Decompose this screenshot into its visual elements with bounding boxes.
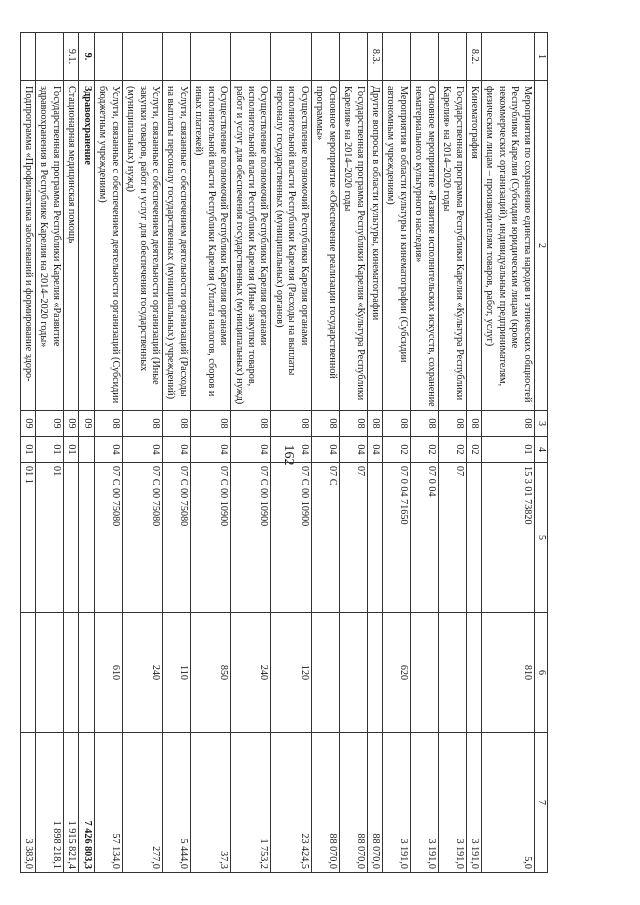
target-article-code xyxy=(63,463,78,613)
row-name: Осуществление полномочий Республики Карелия органами исполнительной власти Республики Карелия (Уплата налогов, сборов и иных платежей) xyxy=(190,81,230,411)
subsection-code: 04 xyxy=(231,437,271,463)
column-header: 4 xyxy=(534,437,547,463)
section-code: 08 xyxy=(438,411,466,437)
target-article-code xyxy=(367,463,382,613)
table-row xyxy=(410,33,438,873)
section-code: 08 xyxy=(271,411,311,437)
amount: 88 070,0 xyxy=(311,733,339,873)
table-row xyxy=(163,33,191,873)
row-name: Осуществление полномочий Республики Карелия органами исполнительной власти Республики Карелия (Расходы на выплаты персоналу государственных (муниципальных) органов) xyxy=(271,81,311,411)
row-number xyxy=(122,33,162,81)
amount: 7 426 803,3 xyxy=(79,733,94,873)
rotated-table-area xyxy=(8,32,548,872)
table-body xyxy=(20,33,534,873)
target-article-code: 07 0 04 71650 xyxy=(383,463,411,613)
column-header: 2 xyxy=(534,81,547,411)
column-header: 6 xyxy=(534,613,547,733)
expense-type-code: 240 xyxy=(231,613,271,733)
row-number xyxy=(410,33,438,81)
row-name: Стационарная медицинская помощь xyxy=(63,81,78,411)
target-article-code: 01 xyxy=(36,463,64,613)
table-row xyxy=(271,33,311,873)
amount: 5 444,0 xyxy=(163,733,191,873)
expense-type-code: 850 xyxy=(190,613,230,733)
subsection-code: 02 xyxy=(410,437,438,463)
subsection-code: 02 xyxy=(383,437,411,463)
subsection-code: 04 xyxy=(163,437,191,463)
section-code: 08 xyxy=(482,411,535,437)
subsection-code: 01 xyxy=(36,437,64,463)
amount: 3 191,0 xyxy=(410,733,438,873)
table-row xyxy=(482,33,535,873)
expense-type-code: 120 xyxy=(271,613,311,733)
row-name: Государственная программа Республики Карелия «Развитие здравоохранения в Республике Карелия на 2014–2020 годы» xyxy=(36,81,64,411)
row-name: Основное мероприятие «Обеспечение реализации государственной программы» xyxy=(311,81,339,411)
row-number xyxy=(163,33,191,81)
subsection-code xyxy=(79,437,94,463)
expense-type-code xyxy=(339,613,367,733)
table-row xyxy=(63,33,78,873)
expense-type-code xyxy=(79,613,94,733)
page-number: 162 xyxy=(281,444,296,466)
column-header: 5 xyxy=(534,463,547,613)
row-name: Осуществление полномочий Республики Карелия органами исполнительной власти Республики Карелия (Иные закупки товаров, работ и услуг для обеспечения государственных (муниципальных) нужд) xyxy=(231,81,271,411)
subsection-code: 01 xyxy=(63,437,78,463)
expense-type-code xyxy=(410,613,438,733)
target-article-code: 07 С 00 10900 xyxy=(231,463,271,613)
expense-type-code xyxy=(438,613,466,733)
row-name: Государственная программа Республики Карелия «Культура Республики Карелия» на 2014–2020 годы xyxy=(438,81,466,411)
target-article-code: 07 С 00 75080 xyxy=(122,463,162,613)
row-name: Услуги, связанные с обеспечением деятельности организаций (Субсидии бюджетным учреждениям) xyxy=(94,81,122,411)
target-article-code: 07 С xyxy=(311,463,339,613)
table-row xyxy=(383,33,411,873)
table-row xyxy=(438,33,466,873)
section-code: 09 xyxy=(36,411,64,437)
table-row xyxy=(20,33,35,873)
target-article-code: 15 3 01 73820 xyxy=(482,463,535,613)
column-header: 1 xyxy=(534,33,547,81)
amount: 1 898 218,1 xyxy=(36,733,64,873)
row-number: 8.3. xyxy=(367,33,382,81)
amount: 23 424,5 xyxy=(271,733,311,873)
row-number xyxy=(339,33,367,81)
amount: 3 191,0 xyxy=(438,733,466,873)
row-name: Услуги, связанные с обеспечением деятельности организаций (Расходы на выплаты персоналу государственных (муниципальных) учреждений) xyxy=(163,81,191,411)
row-name: Государственная программа Республики Карелия «Культура Республики Карелия» на 2014–2020 годы xyxy=(339,81,367,411)
subsection-code: 02 xyxy=(466,437,481,463)
amount: 5,0 xyxy=(482,733,535,873)
table-row xyxy=(339,33,367,873)
amount: 3 383,0 xyxy=(20,733,35,873)
section-code: 08 xyxy=(383,411,411,437)
row-number xyxy=(383,33,411,81)
amount: 88 070,0 xyxy=(339,733,367,873)
row-number xyxy=(438,33,466,81)
expense-type-code xyxy=(311,613,339,733)
row-number: 9. xyxy=(79,33,94,81)
row-name: Кинематография xyxy=(466,81,481,411)
subsection-code: 01 xyxy=(482,437,535,463)
section-code: 08 xyxy=(311,411,339,437)
subsection-code: 01 xyxy=(20,437,35,463)
target-article-code: 01 1 xyxy=(20,463,35,613)
row-number xyxy=(94,33,122,81)
section-code: 08 xyxy=(190,411,230,437)
amount: 277,0 xyxy=(122,733,162,873)
section-code: 08 xyxy=(367,411,382,437)
column-header: 7 xyxy=(534,733,547,873)
subsection-code: 04 xyxy=(311,437,339,463)
target-article-code: 07 0 04 xyxy=(410,463,438,613)
subsection-code: 02 xyxy=(438,437,466,463)
expense-type-code: 620 xyxy=(383,613,411,733)
section-code: 08 xyxy=(410,411,438,437)
amount: 88 070,0 xyxy=(367,733,382,873)
subsection-code: 04 xyxy=(339,437,367,463)
row-name: Основное мероприятие «Развитие исполнительских искусств, сохранение нематериального культурного наследия» xyxy=(410,81,438,411)
target-article-code: 07 С 00 10900 xyxy=(271,463,311,613)
row-name: Здравоохранение xyxy=(79,81,94,411)
table-row xyxy=(79,33,94,873)
section-code: 08 xyxy=(94,411,122,437)
row-number xyxy=(271,33,311,81)
amount: 3 191,0 xyxy=(466,733,481,873)
expense-type-code: 810 xyxy=(482,613,535,733)
table-row xyxy=(311,33,339,873)
section-code: 09 xyxy=(79,411,94,437)
row-number xyxy=(231,33,271,81)
expense-type-code: 240 xyxy=(122,613,162,733)
amount: 37,3 xyxy=(190,733,230,873)
expense-type-code: 110 xyxy=(163,613,191,733)
row-number: 9.1. xyxy=(63,33,78,81)
target-article-code: 07 xyxy=(339,463,367,613)
row-number xyxy=(20,33,35,81)
expense-type-code xyxy=(367,613,382,733)
table-row xyxy=(94,33,122,873)
table-row xyxy=(36,33,64,873)
row-number xyxy=(311,33,339,81)
target-article-code: 07 С 00 10900 xyxy=(190,463,230,613)
row-number xyxy=(36,33,64,81)
section-code: 08 xyxy=(466,411,481,437)
target-article-code xyxy=(79,463,94,613)
amount: 3 191,0 xyxy=(383,733,411,873)
header-row xyxy=(534,33,547,873)
expense-type-code xyxy=(20,613,35,733)
expense-type-code: 610 xyxy=(94,613,122,733)
expense-type-code xyxy=(63,613,78,733)
row-name: Мероприятия в области культуры и кинематографии (Субсидии автономным учреждениям) xyxy=(383,81,411,411)
subsection-code: 04 xyxy=(94,437,122,463)
table-row xyxy=(122,33,162,873)
row-name: Мероприятия по сохранению единства народов и этнических общностей Республики Карелия (Субсидии юридическим лицам (кроме некоммерческих организаций), индивидуальным предпринимателям, физическим лицам – производителям товаров, работ, услуг) xyxy=(482,81,535,411)
amount: 57 134,0 xyxy=(94,733,122,873)
expense-type-code xyxy=(36,613,64,733)
table-row xyxy=(190,33,230,873)
table-row xyxy=(466,33,481,873)
target-article-code xyxy=(466,463,481,613)
section-code: 09 xyxy=(20,411,35,437)
amount: 1 753,2 xyxy=(231,733,271,873)
subsection-code: 04 xyxy=(190,437,230,463)
subsection-code: 04 xyxy=(367,437,382,463)
target-article-code: 07 xyxy=(438,463,466,613)
table-row xyxy=(367,33,382,873)
section-code: 08 xyxy=(231,411,271,437)
column-header: 3 xyxy=(534,411,547,437)
budget-table xyxy=(20,32,548,873)
section-code: 08 xyxy=(339,411,367,437)
row-number xyxy=(190,33,230,81)
section-code: 08 xyxy=(163,411,191,437)
section-code: 08 xyxy=(122,411,162,437)
row-number: 8.2. xyxy=(466,33,481,81)
row-number xyxy=(482,33,535,81)
row-name: Другие вопросы в области культуры, кинематографии xyxy=(367,81,382,411)
target-article-code: 07 С 00 75080 xyxy=(94,463,122,613)
table-row xyxy=(231,33,271,873)
subsection-code: 04 xyxy=(122,437,162,463)
section-code: 09 xyxy=(63,411,78,437)
row-name: Услуги, связанные с обеспечением деятельности организаций (Иные закупки товаров, работ и услуг для обеспечения государственных (муниципальных) нужд) xyxy=(122,81,162,411)
amount: 1 915 821,4 xyxy=(63,733,78,873)
expense-type-code xyxy=(466,613,481,733)
subsection-code: 04 xyxy=(271,437,311,463)
row-name: Подпрограмма «Профилактика заболеваний и формирование здоро- xyxy=(20,81,35,411)
target-article-code: 07 С 00 75080 xyxy=(163,463,191,613)
